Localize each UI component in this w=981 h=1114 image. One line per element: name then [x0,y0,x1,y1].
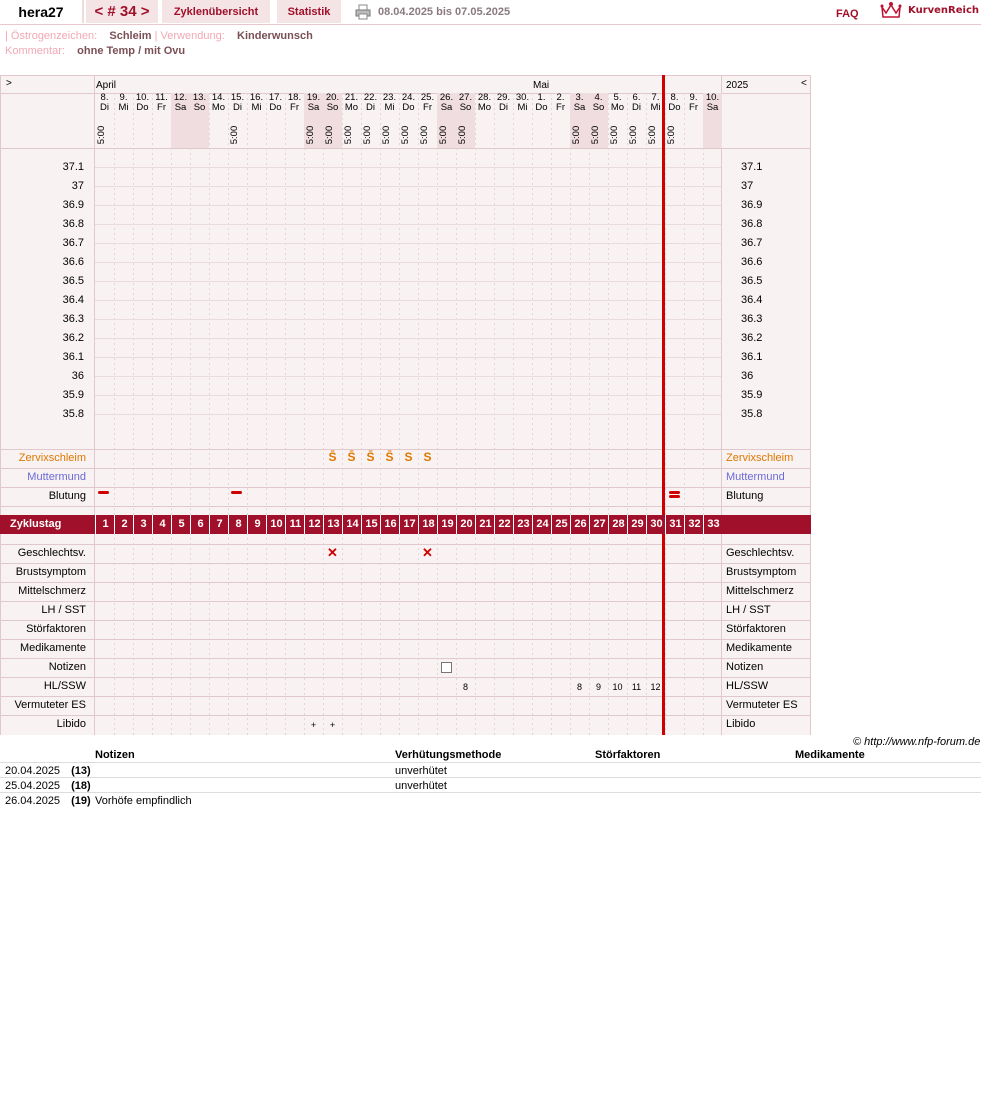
day-number: 3. [575,92,584,103]
day-number: 16. [249,92,264,103]
cycle-day-number[interactable]: 20 [456,515,476,534]
cycle-day-number[interactable]: 18 [418,515,438,534]
cycle-day-number[interactable]: 33 [703,515,723,534]
day-number: 1. [537,92,546,103]
row-date: 25.04.2025 [5,780,61,792]
day-column-header [399,93,418,148]
measure-time: 5:00 [229,125,240,145]
row-label-right-hl-ssw: HL/SSW [726,680,769,692]
bleeding-mark[interactable] [669,491,680,494]
day-column-header [551,93,570,148]
day-number: 9. [119,92,128,103]
weekday-label: Mi [251,102,262,113]
temperature-label-left: 36.5 [62,275,84,287]
separator: | [5,30,8,42]
weekday-label: Sa [706,102,719,113]
weekday-label: Di [233,102,242,113]
day-column-header [304,93,323,148]
cycle-day-number[interactable]: 19 [437,515,457,534]
col-header-disturbance: Störfaktoren [595,749,661,761]
weekday-label: Mi [118,102,129,113]
row-label-right-cervix: Muttermund [726,471,785,483]
usage-label: Verwendung: [160,30,225,42]
usage-value: Kinderwunsch [237,30,313,42]
crown-logo-icon[interactable] [880,1,902,19]
bleeding-mark[interactable] [669,495,680,498]
weekday-label: Sa [307,102,320,113]
weekday-label: Mi [517,102,528,113]
row-label-right-bleeding: Blutung [726,490,764,502]
logo-text[interactable]: KurvenReich [908,5,980,16]
weekday-label: Mi [650,102,661,113]
weekday-label: Di [632,102,641,113]
cycle-day-number[interactable]: 6 [190,515,210,534]
measure-time: 5:00 [457,125,468,145]
day-number: 30. [515,92,530,103]
row-note: Vorhöfe empfindlich [95,795,192,807]
measure-time: 5:00 [381,125,392,145]
weekday-label: Mo [610,102,625,113]
cycle-day-number[interactable]: 30 [646,515,666,534]
table-row [5,765,91,777]
cycle-day-label: Zyklustag [10,518,62,530]
row-label-right-disturbances: Störfaktoren [726,623,786,635]
measure-time: 5:00 [609,125,620,145]
temperature-label-right: 36 [741,370,754,382]
weekday-label: So [459,102,472,113]
weekday-label: So [592,102,605,113]
temperature-label-left: 36.7 [62,237,84,249]
day-column-header [608,93,627,148]
meta-line-2 [5,45,185,57]
day-number: 17. [268,92,283,103]
cycle-day-number[interactable]: 1 [95,515,115,534]
row-cycle-day: (18) [71,780,91,792]
day-column-header [171,93,190,148]
temperature-label-left: 36.4 [62,294,84,306]
weekday-label: So [193,102,206,113]
day-number: 12. [173,92,188,103]
divider [0,762,981,763]
day-column-header [494,93,513,148]
cycle-day-number[interactable]: 23 [513,515,533,534]
hl-ssw-value: 10 [612,682,623,692]
intercourse-mark-icon[interactable]: ✕ [422,545,433,560]
mucus-symbol[interactable]: S̄ [328,450,337,464]
row-label-right-libido: Libido [726,718,756,730]
weekday-label: Fr [423,102,432,113]
weekday-label: So [326,102,339,113]
day-column-header [114,93,133,148]
measure-time: 5:00 [400,125,411,145]
month-label-april: April [96,80,117,91]
temperature-label-left: 36.9 [62,199,84,211]
weekday-label: Fr [556,102,565,113]
weekday-label: Mo [344,102,359,113]
weekday-label: Mo [477,102,492,113]
cycle-day-number[interactable]: 14 [342,515,362,534]
weekday-label: Do [269,102,282,113]
weekday-label: Fr [290,102,299,113]
row-label-right-breast-symptom: Brustsymptom [726,566,797,578]
cycle-day-number[interactable]: 24 [532,515,552,534]
day-number: 9. [689,92,698,103]
weekday-label: Di [366,102,375,113]
row-label-bleeding: Blutung [48,490,86,502]
row-date: 26.04.2025 [5,795,61,807]
day-number: 8. [100,92,109,103]
day-column-header [646,93,665,148]
day-column-header [570,93,589,148]
username: hera27 [0,0,84,23]
row-label-mucus: Zervixschleim [18,452,86,464]
temperature-label-right: 36.8 [741,218,763,230]
weekday-label: Di [499,102,508,113]
row-label-intercourse: Geschlechtsv. [17,547,86,559]
hl-ssw-value: 12 [650,682,661,692]
temperature-label-right: 35.9 [741,389,763,401]
temperature-label-left: 36.3 [62,313,84,325]
cycle-day-number[interactable]: 12 [304,515,324,534]
day-number: 8. [670,92,679,103]
cycle-day-number[interactable]: 15 [361,515,381,534]
row-label-lh-test: LH / SST [41,604,86,616]
col-header-method: Verhütungsmethode [395,749,502,761]
measure-time: 5:00 [343,125,354,145]
day-number: 11. [155,92,168,103]
year-label: 2025 [726,80,749,91]
faq-link[interactable]: FAQ [836,8,859,20]
weekday-label: Do [668,102,681,113]
temperature-label-left: 36.6 [62,256,84,268]
weekday-label: Fr [689,102,698,113]
day-number: 24. [401,92,416,103]
row-date: 20.04.2025 [5,765,61,777]
table-row [5,795,91,807]
row-label-right-suspected-ovulation: Vermuteter ES [726,699,798,711]
chart-grid [0,75,811,735]
weekday-label: Mo [211,102,226,113]
row-label-mittelschmerz: Mittelschmerz [18,585,86,597]
row-label-libido: Libido [56,718,86,730]
temperature-label-left: 35.9 [62,389,84,401]
temperature-label-left: 37.1 [62,161,84,173]
day-column-header [228,93,247,148]
day-number: 2. [556,92,565,103]
cycle-day-number[interactable]: 9 [247,515,267,534]
day-column-header [133,93,152,148]
day-column-header [627,93,646,148]
measure-time: 5:00 [666,125,677,145]
libido-value: + [329,720,336,730]
meta-line-1 [5,30,313,42]
day-number: 23. [382,92,397,103]
row-label-medication: Medikamente [19,642,86,654]
weekday-label: Sa [573,102,586,113]
temperature-label-right: 36.9 [741,199,763,211]
day-column-header [456,93,475,148]
measure-time: 5:00 [419,125,430,145]
cycle-day-number[interactable]: 8 [228,515,248,534]
day-column-header [475,93,494,148]
mucus-symbol[interactable]: S̄ [347,450,356,464]
hl-ssw-value: 9 [595,682,601,692]
mucus-symbol[interactable]: S̄ [366,450,375,464]
cycle-day-number[interactable]: 16 [380,515,400,534]
cycle-day-number[interactable]: 21 [475,515,495,534]
day-column-header [190,93,209,148]
row-label-right-lh-test: LH / SST [726,604,771,616]
row-label-cervix: Muttermund [27,471,86,483]
temperature-label-right: 36.3 [741,313,763,325]
hl-ssw-value: 11 [631,682,642,692]
temperature-label-right: 36.5 [741,275,763,287]
day-column-header [342,93,361,148]
day-column-header [361,93,380,148]
bleeding-mark[interactable] [231,491,242,494]
day-column-header [95,93,114,148]
temperature-label-left: 35.8 [62,408,84,420]
day-number: 18. [287,92,302,103]
estrogen-label: Östrogenzeichen: [10,30,98,42]
cycle-navigator[interactable]: < # 34 > [86,0,158,23]
temperature-label-right: 36.6 [741,256,763,268]
weekday-label: Sa [174,102,187,113]
temperature-label-left: 36.2 [62,332,84,344]
cycle-day-number[interactable]: 29 [627,515,647,534]
weekday-label: Do [535,102,548,113]
row-label-right-medication: Medikamente [726,642,793,654]
day-column-header [209,93,228,148]
day-column-header [285,93,304,148]
day-number: 28. [477,92,492,103]
row-method: unverhütet [395,780,447,792]
weekday-label: Fr [157,102,166,113]
measure-time: 5:00 [628,125,639,145]
cycle-day-number[interactable]: 27 [589,515,609,534]
measure-time: 5:00 [96,125,107,145]
day-number: 10. [705,92,720,103]
divider [0,777,981,778]
temperature-label-left: 36.8 [62,218,84,230]
day-number: 26. [439,92,454,103]
temperature-label-right: 36.7 [741,237,763,249]
temperature-label-right: 37 [741,180,754,192]
cycle-day-number[interactable]: 7 [209,515,229,534]
measure-time: 5:00 [305,125,316,145]
day-number: 20. [325,92,340,103]
cycle-day-number[interactable]: 13 [323,515,343,534]
temperature-label-right: 36.1 [741,351,763,363]
month-label-may: Mai [533,80,550,91]
row-cycle-day: (19) [71,795,91,807]
day-column-header [532,93,551,148]
measure-time: 5:00 [590,125,601,145]
weekday-label: Mi [384,102,395,113]
note-icon[interactable] [441,662,452,673]
temperature-label-left: 36.1 [62,351,84,363]
libido-value: + [310,720,317,730]
day-column-header [152,93,171,148]
row-label-disturbances: Störfaktoren [26,623,86,635]
cycle-day-number[interactable]: 25 [551,515,571,534]
mucus-symbol[interactable]: S [404,450,413,464]
separator: | [154,30,158,42]
cycle-day-number[interactable]: 10 [266,515,286,534]
row-label-breast-symptom: Brustsymptom [15,566,86,578]
row-label-hl-ssw: HL/SSW [43,680,86,692]
day-column-header [418,93,437,148]
col-header-notes: Notizen [95,749,135,761]
copyright[interactable]: © http://www.nfp-forum.de [853,736,981,748]
day-number: 7. [651,92,660,103]
measure-time: 5:00 [324,125,335,145]
tab-statistics[interactable]: Statistik [277,0,341,23]
bleeding-mark[interactable] [98,491,109,494]
cycle-day-number[interactable]: 3 [133,515,153,534]
cycle-day-number[interactable]: 26 [570,515,590,534]
estrogen-value: Schleim [109,30,152,42]
cycle-day-number[interactable]: 22 [494,515,514,534]
comment-label: Kommentar: [5,45,65,57]
weekday-label: Do [136,102,149,113]
day-number: 19. [306,92,321,103]
day-number: 15. [230,92,245,103]
mucus-symbol[interactable]: S̄ [385,450,394,464]
day-number: 27. [458,92,473,103]
cycle-day-number[interactable]: 17 [399,515,419,534]
day-number: 29. [496,92,511,103]
comment-value: ohne Temp / mit Ovu [77,45,186,57]
day-number: 10. [135,92,150,103]
row-label-notes: Notizen [48,661,86,673]
temperature-label-right: 35.8 [741,408,763,420]
day-column-header [665,93,684,148]
day-column-header [323,93,342,148]
day-column-header [703,93,722,148]
cycle-day-number[interactable]: 28 [608,515,628,534]
row-method: unverhütet [395,765,447,777]
hl-ssw-value: 8 [462,682,468,692]
row-label-right-mucus: Zervixschleim [726,452,794,464]
row-label-suspected-ovulation: Vermuteter ES [14,699,86,711]
table-row [5,780,91,792]
intercourse-mark-icon[interactable]: ✕ [327,545,338,560]
day-number: 21. [344,92,359,103]
day-column-header [513,93,532,148]
row-label-right-intercourse: Geschlechtsv. [726,547,795,559]
date-range: 08.04.2025 bis 07.05.2025 [378,6,511,18]
cycle-day-number[interactable]: 2 [114,515,134,534]
day-column-header [380,93,399,148]
measure-time: 5:00 [571,125,582,145]
row-label-right-mittelschmerz: Mittelschmerz [726,585,794,597]
divider [0,792,981,793]
temperature-label-right: 37.1 [741,161,763,173]
hl-ssw-value: 8 [576,682,582,692]
row-label-right-notes: Notizen [726,661,764,673]
day-number: 22. [363,92,378,103]
measure-time: 5:00 [438,125,449,145]
cycle-day-number[interactable]: 5 [171,515,191,534]
chart-nav-left[interactable]: > [6,78,12,89]
mucus-symbol[interactable]: S [423,450,432,464]
temperature-label-left: 37 [71,180,84,192]
day-number: 6. [632,92,641,103]
cycle-day-number[interactable]: 32 [684,515,704,534]
day-column-header [266,93,285,148]
day-number: 4. [594,92,603,103]
temperature-label-right: 36.2 [741,332,763,344]
cycle-chart [0,75,811,735]
day-number: 14. [211,92,226,103]
temperature-label-left: 36 [71,370,84,382]
chart-nav-right[interactable]: < [801,78,807,89]
day-column-header [437,93,456,148]
weekday-label: Di [100,102,109,113]
weekday-label: Do [402,102,415,113]
tab-cycle-overview[interactable]: Zyklenübersicht [162,0,270,23]
measure-time: 5:00 [362,125,373,145]
measure-time: 5:00 [647,125,658,145]
day-column-header [589,93,608,148]
day-number: 25. [420,92,435,103]
cycle-day-number[interactable]: 11 [285,515,305,534]
cycle-day-number[interactable]: 4 [152,515,172,534]
day-column-header [684,93,703,148]
col-header-medication: Medikamente [795,749,865,761]
day-column-header [247,93,266,148]
weekday-label: Sa [440,102,453,113]
day-number: 13. [192,92,207,103]
temperature-label-right: 36.4 [741,294,763,306]
printer-icon[interactable] [355,4,371,20]
cycle-day-number[interactable]: 31 [665,515,685,534]
row-cycle-day: (13) [71,765,91,777]
day-number: 5. [613,92,622,103]
